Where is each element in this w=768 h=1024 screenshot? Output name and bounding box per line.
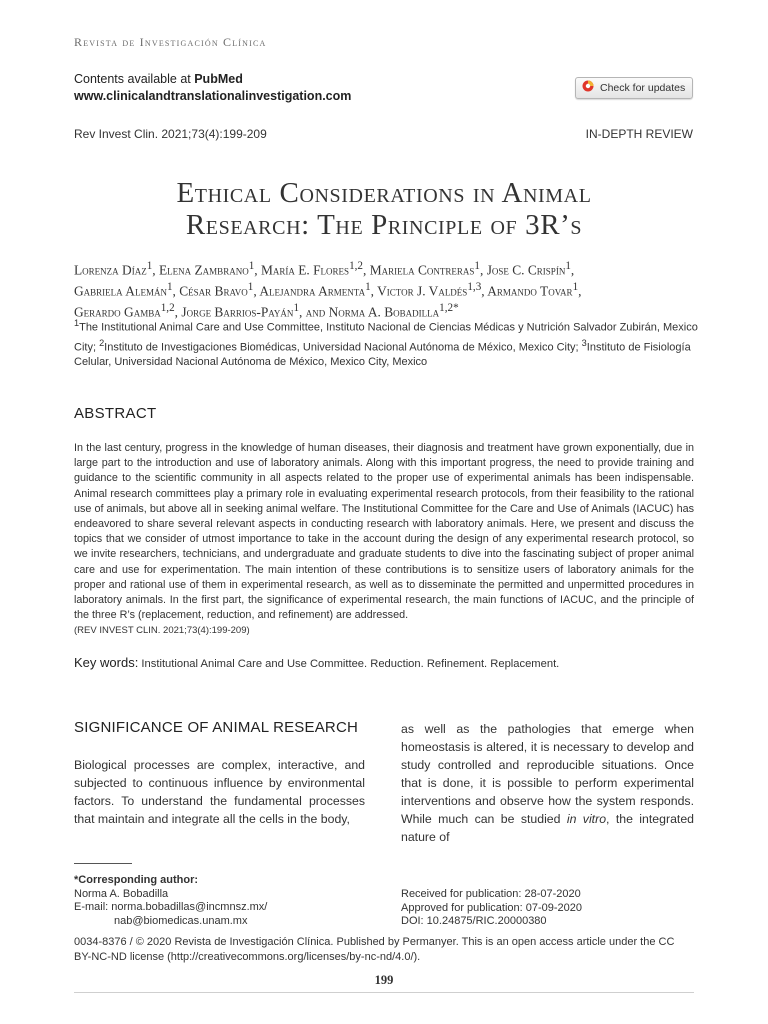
author-affiliation-mark: 1,3 (467, 280, 482, 293)
body-column-right (401, 720, 694, 846)
footer-divider (74, 992, 694, 993)
author-affiliation-mark: 1,2* (439, 301, 459, 314)
author: Victor J. Valdés (377, 283, 468, 299)
author: Alejandra Armenta (259, 283, 366, 299)
check-updates-icon (582, 79, 594, 97)
author-list: Lorenza Díaz$^1$, Elena Zambrano$^1$, María E. Flores$^{1,2}$, Mariela Contreras$^1$, Jose C. Crispín$^1$, Gabriela Alemán$^1$, César Bravo$^1$, Alejandra Armenta$^1$, Victor J. Valdés$^{1,3}$, Armando Tovar$^1$, Gerardo Gamba$^{1,2}$, Jorge Barrios-Payán$^1$, and Norma A. Bobadilla$^{1,2*}$ (74, 260, 582, 320)
footnote-divider (74, 863, 132, 864)
author-affiliation-mark: 1 (572, 280, 579, 293)
affiliation-mark: 1 (74, 318, 80, 328)
body-text: , the integrated nature of (401, 812, 695, 844)
body-text-italic: in vitro (566, 812, 607, 826)
author: Gerardo Gamba (74, 304, 161, 320)
author: Norma A. Bobadilla (328, 304, 440, 320)
abstract-body (74, 441, 694, 639)
author-affiliation-mark: 1 (293, 301, 300, 314)
article-type: IN-DEPTH REVIEW (585, 127, 693, 141)
affiliation: Instituto de Fisiología Celular, Universidad Nacional Autónoma de México, Mexico City, Mexico (74, 341, 691, 369)
doi[interactable]: DOI: 10.24875/RIC.20000380 (401, 915, 547, 927)
section-heading: SIGNIFICANCE OF ANIMAL RESEARCH (74, 719, 359, 736)
contents-prefix: Contents available at (74, 72, 195, 86)
approved-date: Approved for publication: 07-09-2020 (401, 901, 583, 914)
author: César Bravo (179, 283, 248, 299)
title-line-2: Research: The Principle of 3R’s (185, 209, 583, 241)
page-number: 199 (374, 973, 394, 987)
author: Jose C. Crispín (486, 262, 566, 278)
abstract-citation: (REV INVEST CLIN. 2021;73(4):199-209) (74, 625, 250, 637)
corresponding-email[interactable]: E-mail: norma.bobadillas@incmnsz.mx/ (74, 901, 268, 913)
corresponding-author (74, 874, 267, 928)
author-affiliation-mark: 1,2 (160, 301, 175, 314)
abstract-text: In the last century, progress in the knowledge of human diseases, their diagnosis and treatment have grown exponentially, due in large part to the introduction and use of laboratory animals. Along with this important progress, the need to provide training and guidance to the scientific community in all aspects related to the proper use of experimental animals has been indispensable. Animal research committees play a primary role in evaluating experimental research protocols, from their feasibility to the rational use of animals, but above all in seeking animal welfare. The Institutional Committee for the Care and Use of Animals (IACUC) has endeavored to share several relevant aspects in conducting research with laboratory animals. Here, we present and discuss the topics that we consider of utmost importance to take in the account during the design of any experimental research protocol, so we invite researchers, technicians, and undergraduate and graduate students to dive into the fascinating subject of proper animal care and use for experimentation. The main intention of these contributions is to sensitize users of laboratory animals for the proper and rational use of them in experimental research, as well as to disseminate the permitted and unpermitted procedures in laboratory animals. In the first part, the significance of experimental research, the main functions of IACUC, and the principle of the three R’s (replacement, reduction, and refinement) are addressed. (74, 442, 694, 622)
author: Gabriela Alemán (74, 283, 167, 299)
author-affiliation-mark: 1 (565, 260, 571, 272)
author: Elena Zambrano (158, 262, 249, 278)
publication-dates (401, 888, 582, 929)
check-updates-label: Check for updates (600, 82, 686, 94)
author: Lorenza Díaz (74, 262, 147, 278)
keywords-text: Institutional Animal Care and Use Committee. Reduction. Refinement. Replacement. (141, 658, 560, 670)
author-affiliation-mark: 1 (474, 260, 480, 272)
journal-url-link[interactable]: www.clinicalandtranslationalinvestigation.com (74, 89, 352, 103)
keywords-label: Key words: (74, 655, 139, 670)
article-citation: Rev Invest Clin. 2021;73(4):199-209 (74, 127, 267, 141)
received-date: Received for publication: 28-07-2020 (401, 888, 581, 900)
affiliation-mark: 2 (99, 337, 105, 348)
author-affiliation-mark: 1 (248, 260, 255, 272)
affiliation: Instituto de Investigaciones Biomédicas, Universidad Nacional Autónoma de México, Mexico City; (104, 341, 582, 354)
check-for-updates-button[interactable] (575, 77, 693, 99)
author-affiliation-mark: 1 (247, 280, 254, 293)
abstract-heading: ABSTRACT (74, 405, 157, 422)
affiliation: The Institutional Animal Care and Use Committee, Instituto Nacional de Ciencias Médicas y Nutrición Salvador Zubirán, Mexico City; (74, 321, 698, 354)
affiliations (74, 316, 699, 370)
author-affiliation-mark: 1 (146, 260, 153, 272)
contents-available (74, 72, 243, 86)
author: Jorge Barrios-Payán (181, 304, 294, 320)
corresponding-label: *Corresponding author: (74, 874, 199, 886)
corresponding-name: Norma A. Bobadilla (74, 887, 169, 900)
author: Mariela Contreras (369, 262, 475, 278)
article-title (60, 177, 708, 241)
affiliation-mark: 3 (581, 337, 587, 348)
author-affiliation-mark: 1 (166, 280, 173, 293)
corresponding-email-alt[interactable]: nab@biomedicas.unam.mx (114, 914, 248, 927)
pubmed-link[interactable]: PubMed (194, 72, 243, 86)
author-affiliation-mark: 1,2 (349, 260, 364, 272)
body-column-left: Biological processes are complex, interactive, and subjected to continuous influence by environmental factors. To understand the fundamental processes that maintain and integrate all the cells in the body, (74, 758, 365, 826)
author-affiliation-mark: 1 (365, 280, 371, 293)
license-text: 0034-8376 / © 2020 Revista de Investigación Clínica. Published by Permanyer. This is an open access article under the CC BY-NC-ND license (http://creativecommons.org/licenses/by-nc-nd/4.0/). (74, 936, 675, 963)
keywords (74, 655, 559, 670)
journal-header: Revista de Investigación Clínica (74, 35, 267, 49)
author: Armando Tovar (487, 283, 573, 299)
author: María E. Flores (260, 262, 350, 278)
body-text: as well as the pathologies that emerge when homeostasis is altered, it is necessary to develop and study controlled and reproducible situations. Once that is done, it is possible to perform experimental interventions and observe how the system responds. While much can be studied (401, 722, 694, 826)
title-line-1: Ethical Considerations in Animal (176, 177, 592, 209)
